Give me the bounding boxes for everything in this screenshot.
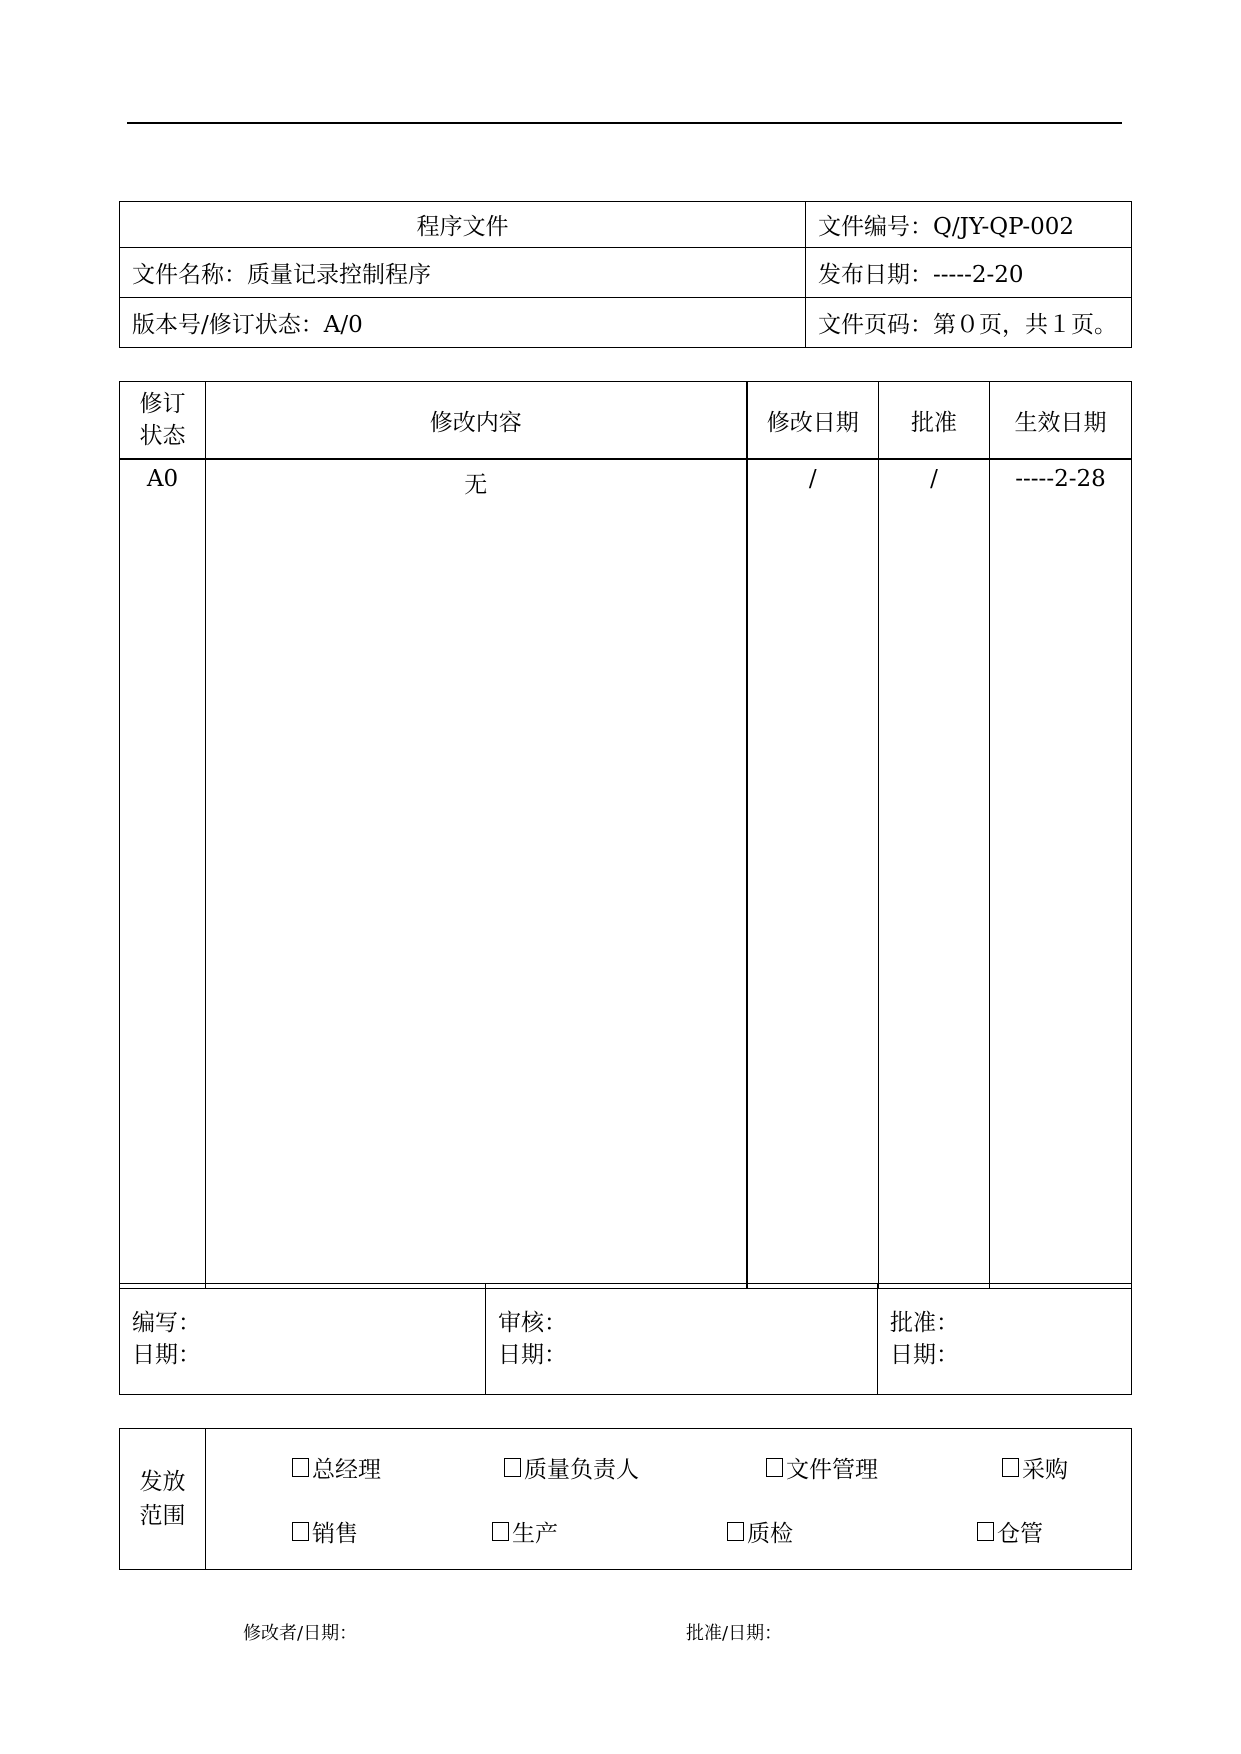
distribution-label: 发放 范围 [120, 1429, 206, 1570]
approver-cell [878, 1284, 1132, 1395]
col-modify-date: 修改日期 [747, 382, 879, 460]
distribution-options [206, 1429, 1132, 1570]
doc-number: 文件编号：Q/JY-QP-002 [806, 202, 1132, 248]
program-file-title: 程序文件 [120, 202, 806, 248]
cell-content: 无 [206, 459, 747, 1289]
checkbox-document-management[interactable]: 文件管理 [766, 1451, 878, 1484]
checkbox-quality-manager[interactable]: 质量负责人 [504, 1451, 639, 1484]
checkbox-icon [492, 1522, 509, 1541]
col-effective-date: 生效日期 [990, 382, 1132, 460]
cell-status: A0 [120, 459, 206, 1289]
checkbox-purchasing[interactable]: 采购 [1002, 1451, 1068, 1484]
page-info: 文件页码：第０页，共１页。 [806, 298, 1132, 348]
checkbox-icon [292, 1458, 309, 1477]
checkbox-icon [727, 1522, 744, 1541]
cell-effective-date: -----2-28 [990, 459, 1132, 1289]
footer-approve-date: 批准/日期： [686, 1623, 783, 1644]
signature-table [119, 1283, 1132, 1395]
reviewer-date-label: 日期： [498, 1342, 567, 1368]
footer-modifier-date: 修改者/日期： [243, 1623, 358, 1644]
cell-modify-date: / [747, 459, 879, 1289]
approver-date-label: 日期： [890, 1342, 959, 1368]
checkbox-icon [1002, 1458, 1019, 1477]
checkbox-quality-inspection[interactable]: 质检 [727, 1515, 793, 1548]
revision-header-row [120, 382, 1132, 460]
writer-date-label: 日期： [132, 1342, 201, 1368]
revision-table [119, 381, 1132, 1289]
cell-approve: / [879, 459, 990, 1289]
distribution-table [119, 1428, 1132, 1570]
table-row [120, 459, 1132, 1289]
col-approve: 批准 [879, 382, 990, 460]
checkbox-general-manager[interactable]: 总经理 [292, 1451, 381, 1484]
top-rule [127, 122, 1122, 124]
checkbox-warehouse[interactable]: 仓管 [977, 1515, 1043, 1548]
col-modify-content: 修改内容 [206, 382, 747, 460]
checkbox-production[interactable]: 生产 [492, 1515, 558, 1548]
checkbox-icon [504, 1458, 521, 1477]
reviewer-cell [486, 1284, 878, 1395]
checkbox-icon [977, 1522, 994, 1541]
writer-cell [120, 1284, 486, 1395]
checkbox-icon [292, 1522, 309, 1541]
col-revision-status: 修订 状态 [120, 382, 206, 460]
doc-name: 文件名称：质量记录控制程序 [120, 248, 806, 298]
approver-label: 批准： [890, 1310, 959, 1336]
reviewer-label: 审核： [498, 1310, 567, 1336]
checkbox-sales[interactable]: 销售 [292, 1515, 358, 1548]
release-date: 发布日期：-----2-20 [806, 248, 1132, 298]
version-status: 版本号/修订状态：A/0 [120, 298, 806, 348]
document-header-table [119, 201, 1132, 348]
writer-label: 编写： [132, 1310, 201, 1336]
checkbox-icon [766, 1458, 783, 1477]
